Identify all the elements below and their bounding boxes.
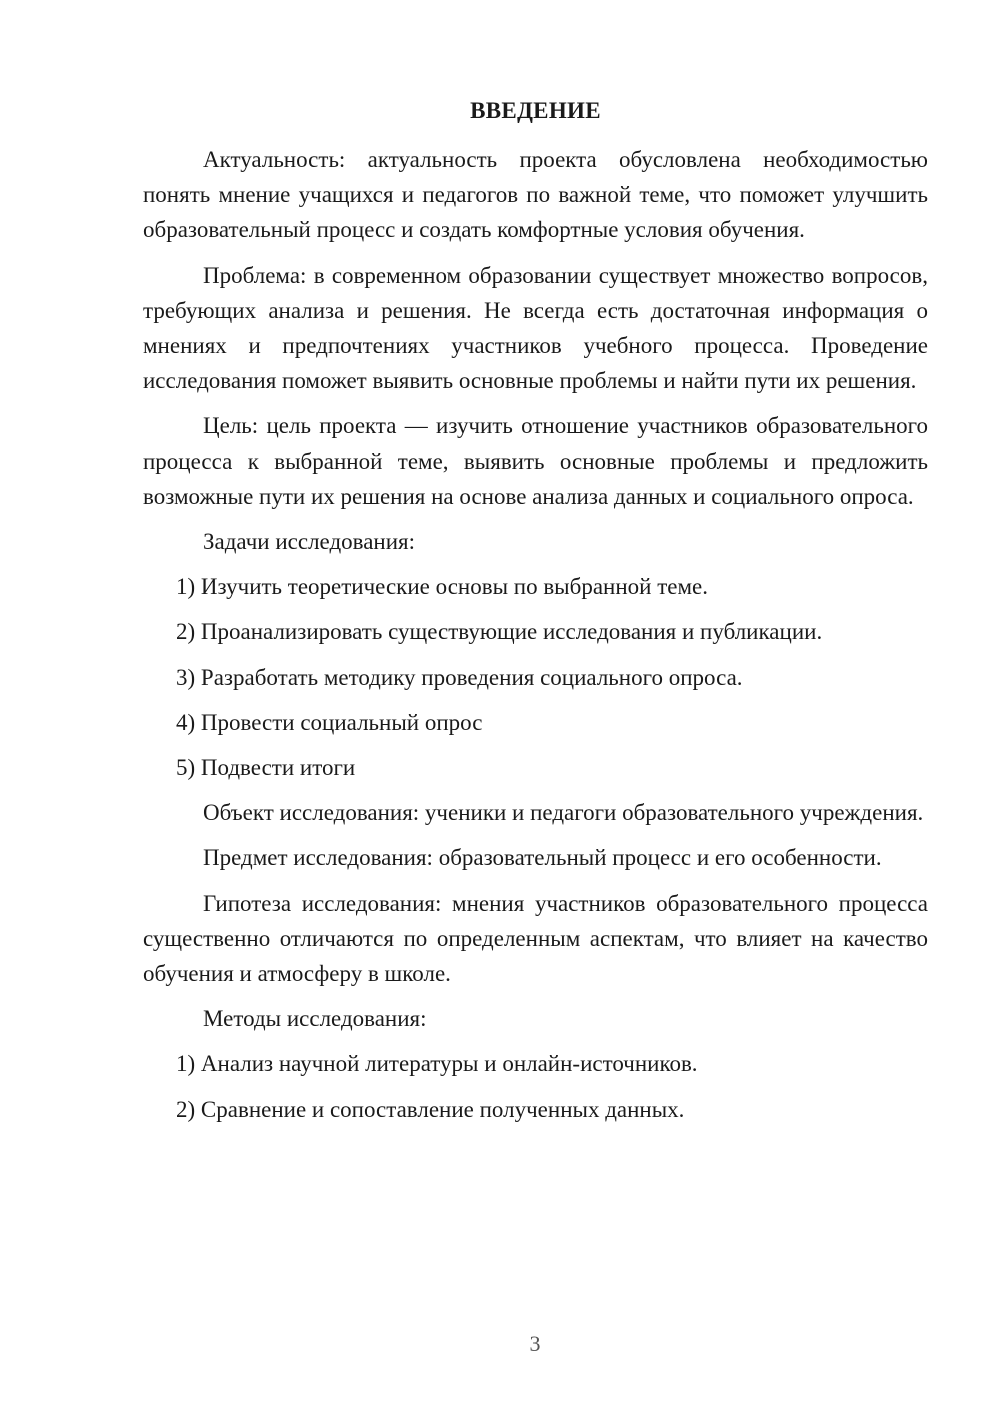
task-item: 1) Изучить теоретические основы по выбранной теме.: [176, 574, 708, 600]
section-heading: ВВЕДЕНИЕ: [470, 98, 601, 123]
relevance-paragraph: Актуальность: актуальность проекта обусловлена необходимостью понять мнение учащихся и педагогов по важной теме, что поможет улучшить образовательный процесс и создать комфортные условия обучения.: [143, 147, 928, 243]
hypothesis-paragraph: Гипотеза исследования: мнения участников образовательного процесса существенно отличаются по определенным аспектам, что влияет на качество обучения и атмосферу в школе.: [143, 890, 928, 987]
document-page: [143, 93, 928, 1137]
method-item: 1) Анализ научной литературы и онлайн-источников.: [176, 1051, 698, 1077]
subject-paragraph: Предмет исследования: образовательный процесс и его особенности.: [203, 845, 882, 871]
problem-paragraph: Проблема: в современном образовании существует множество вопросов, требующих анализа и решения. Не всегда есть достаточная информация о мнениях и предпочтениях участников учебного процесса. Проведение исследования поможет выявить основные проблемы и найти пути их решения.: [143, 262, 928, 394]
object-paragraph: Объект исследования: ученики и педагоги образовательного учреждения.: [203, 800, 924, 826]
task-item: 2) Проанализировать существующие исследования и публикации.: [176, 619, 823, 645]
methods-heading: Методы исследования:: [203, 1006, 427, 1032]
page-number: 3: [529, 1331, 541, 1356]
task-item: 4) Провести социальный опрос: [176, 709, 483, 735]
task-item: 3) Разработать методику проведения социального опроса.: [176, 664, 743, 690]
goal-paragraph: Цель: цель проекта — изучить отношение участников образовательного процесса к выбранной теме, выявить основные проблемы и предложить возможные пути их решения на основе анализа данных и социального опроса.: [143, 413, 928, 509]
task-item: 5) Подвести итоги: [176, 755, 356, 781]
method-item: 2) Сравнение и сопоставление полученных данных.: [176, 1096, 685, 1122]
tasks-heading: Задачи исследования:: [203, 529, 416, 555]
